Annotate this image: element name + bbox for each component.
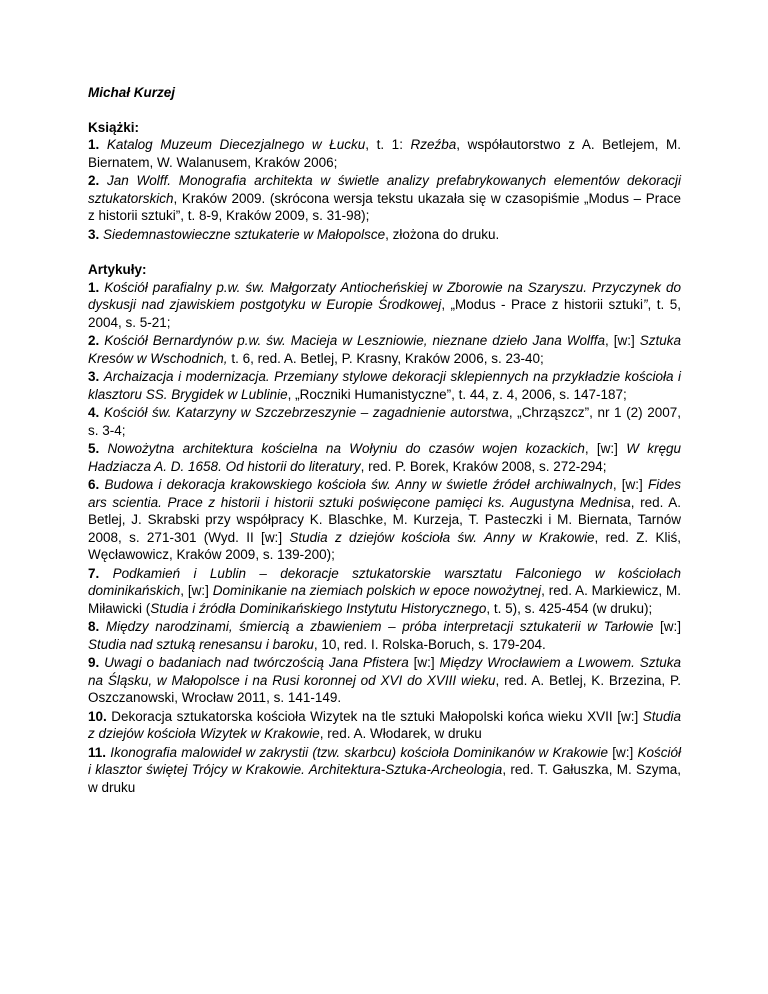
article-entry bbox=[88, 440, 681, 475]
entry-title-text: Fides ars scientia. Prace z historii i historii sztuki poświęcone pamięci ks. Augustyna Mednisa bbox=[88, 477, 681, 510]
book-entry bbox=[88, 136, 681, 171]
entry-text: , współautorstwo z A. Betlejem, M. Biernatem, W. Walanusem, Kraków 2006; bbox=[88, 137, 681, 170]
entry-title-text: Kościół i klasztor świętej Trójcy w Krakowie. Architektura-Sztuka-Archeologia bbox=[88, 744, 681, 777]
entry-title-text: Studia z dziejów kościoła św. Anny w Krakowie bbox=[289, 529, 595, 545]
books-list bbox=[88, 136, 681, 243]
entry-text: , red. A. Markiewicz, M. Miławicki ( bbox=[88, 583, 681, 616]
entry-title-text: Kościół parafialny p.w. św. Małgorzaty Antiocheńskiej w Zborowie na Szaryszu. Przyczynek do dyskusji nad zjawiskiem postgotyku w Europie Środkowej bbox=[88, 279, 681, 312]
entry-title-text: Między Wrocławiem a Lwowem. Sztuka na Śląsku, w Małopolsce i na Rusi koronnej od XVI do XVIII wieku bbox=[88, 655, 681, 688]
articles-list bbox=[88, 279, 681, 797]
book-entry bbox=[88, 172, 681, 225]
entry-title-text: Sztuka Kresów w Wschodnich, bbox=[88, 333, 682, 366]
article-entry bbox=[88, 654, 681, 707]
entry-text: [w:] bbox=[653, 619, 681, 634]
entry-text: , złożona do druku. bbox=[385, 226, 500, 242]
entry-text: , [w:] bbox=[612, 477, 648, 492]
entry-title-text: Między narodzinami, śmiercią a zbawieniem – próba interpretacji sztukaterii w Tarłowie bbox=[105, 619, 654, 634]
article-entry bbox=[88, 368, 681, 403]
section-spacer bbox=[88, 244, 681, 261]
entry-title-text: Podkamień i Lublin – dekoracje sztukatorskie warsztatu Falconiego w kościołach dominikańskich bbox=[88, 565, 681, 598]
entry-text: , red. T. Gałuszka, M. Szyma, w druku bbox=[88, 762, 682, 795]
entry-title-text: Ikonografia malowideł w zakrystii (tzw. skarbcu) kościoła Dominikanów w Krakowie bbox=[110, 744, 609, 760]
document-page bbox=[88, 84, 681, 797]
entry-text: , Kraków 2009. (skrócona wersja tekstu ukazała się w czasopiśmie „Modus – Prace z historii sztuki”, t. 8-9, Kraków 2009, s. 31-98); bbox=[88, 190, 681, 223]
entry-title-text: Katalog Muzeum Diecezjalnego w Łucku bbox=[106, 137, 366, 152]
entry-text: Dekoracja sztukatorska kościoła Wizytek na tle sztuki Małopolski końca wieku XVII [w:] bbox=[111, 708, 643, 724]
entry-text: , [w:] bbox=[584, 441, 627, 456]
entry-number: 2. bbox=[88, 173, 108, 188]
entry-title-text: Studia nad sztuką renesansu i baroku bbox=[88, 636, 314, 652]
entry-number: 5. bbox=[88, 441, 108, 456]
article-entry bbox=[88, 279, 681, 332]
entry-title-text: Uwagi o badaniach nad twórczością Jana Pfistera bbox=[104, 655, 409, 670]
entry-text: , „Roczniki Humanistyczne”, t. 44, z. 4, 2006, s. 147-187; bbox=[287, 386, 627, 402]
entry-text: , red. A. Betlej, K. Brzezina, P. Oszczanowski, Wrocław 2011, s. 141-149. bbox=[88, 672, 681, 705]
entry-title-text: Nowożytna architektura kościelna na Wołyniu do czasów wojen kozackich bbox=[107, 441, 585, 456]
entry-title-text: Archaizacja i modernizacja. Przemiany stylowe dekoracji sklepiennych na przykładzie kościoła i klasztoru SS. Brygidek w Lublinie bbox=[88, 369, 681, 402]
entry-title-text: Kościół Bernardynów p.w. św. Macieja w Leszniowie, nieznane dzieło Jana Wolffa bbox=[104, 333, 606, 348]
entry-text: , [w:] bbox=[605, 333, 640, 348]
entry-number: 1. bbox=[88, 137, 107, 152]
entry-number: 3. bbox=[88, 226, 104, 242]
entry-text: , t. 1: bbox=[365, 137, 411, 152]
entry-title-text: W kręgu Hadziacza A. D. 1658. Od historii do literatury bbox=[88, 441, 681, 474]
entry-title-text: Rzeźba bbox=[410, 137, 457, 152]
entry-number: 11. bbox=[88, 744, 111, 760]
entry-text: , „Chrząszcz”, nr 1 (2) 2007, s. 3-4; bbox=[88, 405, 681, 438]
entry-title-text: Dominikanie na ziemiach polskich w epoce nowożytnej bbox=[212, 583, 542, 598]
entry-text: , t. 5), s. 425-454 (w druku); bbox=[486, 600, 653, 616]
articles-heading: Artykuły: bbox=[88, 262, 147, 277]
books-heading: Książki: bbox=[88, 119, 140, 135]
entry-title-text: Kościół św. Katarzyny w Szczebrzeszynie – zagadnienie autorstwa bbox=[103, 405, 509, 420]
article-entry bbox=[88, 476, 681, 564]
article-entry bbox=[88, 708, 681, 743]
entry-text: , red. A. Betlej, J. Skrabski przy współpracy K. Blaschke, M. Kurzeja, T. Pasteczki i M. Biernata, Tarnów 2008, s. 271-301 (Wyd. II [w:] bbox=[88, 494, 681, 545]
entry-title-text: ” bbox=[643, 297, 648, 312]
entry-text: , red. A. Włodarek, w druku bbox=[319, 726, 482, 741]
article-entry bbox=[88, 565, 681, 618]
article-entry bbox=[88, 332, 681, 367]
entry-number: 1. bbox=[88, 279, 105, 295]
entry-text: , t. 5, 2004, s. 5-21; bbox=[88, 297, 681, 330]
entry-number: 8. bbox=[88, 619, 106, 634]
entry-number: 10. bbox=[88, 708, 112, 724]
entry-text: , red. Z. Kliś, Węcławowicz, Kraków 2009, s. 139-200); bbox=[88, 529, 681, 562]
article-entry bbox=[88, 744, 681, 797]
entry-number: 4. bbox=[88, 405, 104, 420]
entry-text: [w:] bbox=[408, 655, 440, 670]
entry-number: 2. bbox=[88, 333, 105, 348]
author-name: Michał Kurzej bbox=[88, 85, 176, 100]
article-entry bbox=[88, 404, 681, 439]
entry-title-text: Studia i źródła Dominikańskiego Instytutu Historycznego bbox=[150, 600, 487, 616]
entry-number: 6. bbox=[88, 477, 105, 492]
entry-text: t. 6, red. A. Betlej, P. Krasny, Kraków 2006, s. 23-40; bbox=[227, 350, 544, 366]
article-entry bbox=[88, 618, 681, 653]
entry-title-text: Siedemnastowieczne sztukaterie w Małopolsce bbox=[103, 226, 386, 242]
entry-text: , red. P. Borek, Kraków 2008, s. 272-294; bbox=[360, 458, 607, 474]
entry-text: , 10, red. I. Rolska-Boruch, s. 179-204. bbox=[313, 636, 546, 652]
entry-title-text: Budowa i dekoracja krakowskiego kościoła św. Anny w świetle źródeł archiwalnych bbox=[104, 477, 613, 492]
entry-number: 9. bbox=[88, 655, 105, 670]
entry-number: 3. bbox=[88, 369, 104, 384]
book-entry bbox=[88, 226, 681, 244]
entry-text: [w:] bbox=[608, 744, 638, 760]
entry-text: , „Modus - Prace z historii sztuki bbox=[441, 297, 644, 312]
entry-number: 7. bbox=[88, 565, 113, 581]
entry-title-text: Studia z dziejów kościoła Wizytek w Krakowie bbox=[88, 708, 681, 741]
entry-text: , [w:] bbox=[180, 583, 213, 598]
entry-title-text: Jan Wolff. Monografia architekta w świetle analizy prefabrykowanych elementów dekoracji sztukatorskich bbox=[88, 173, 681, 206]
